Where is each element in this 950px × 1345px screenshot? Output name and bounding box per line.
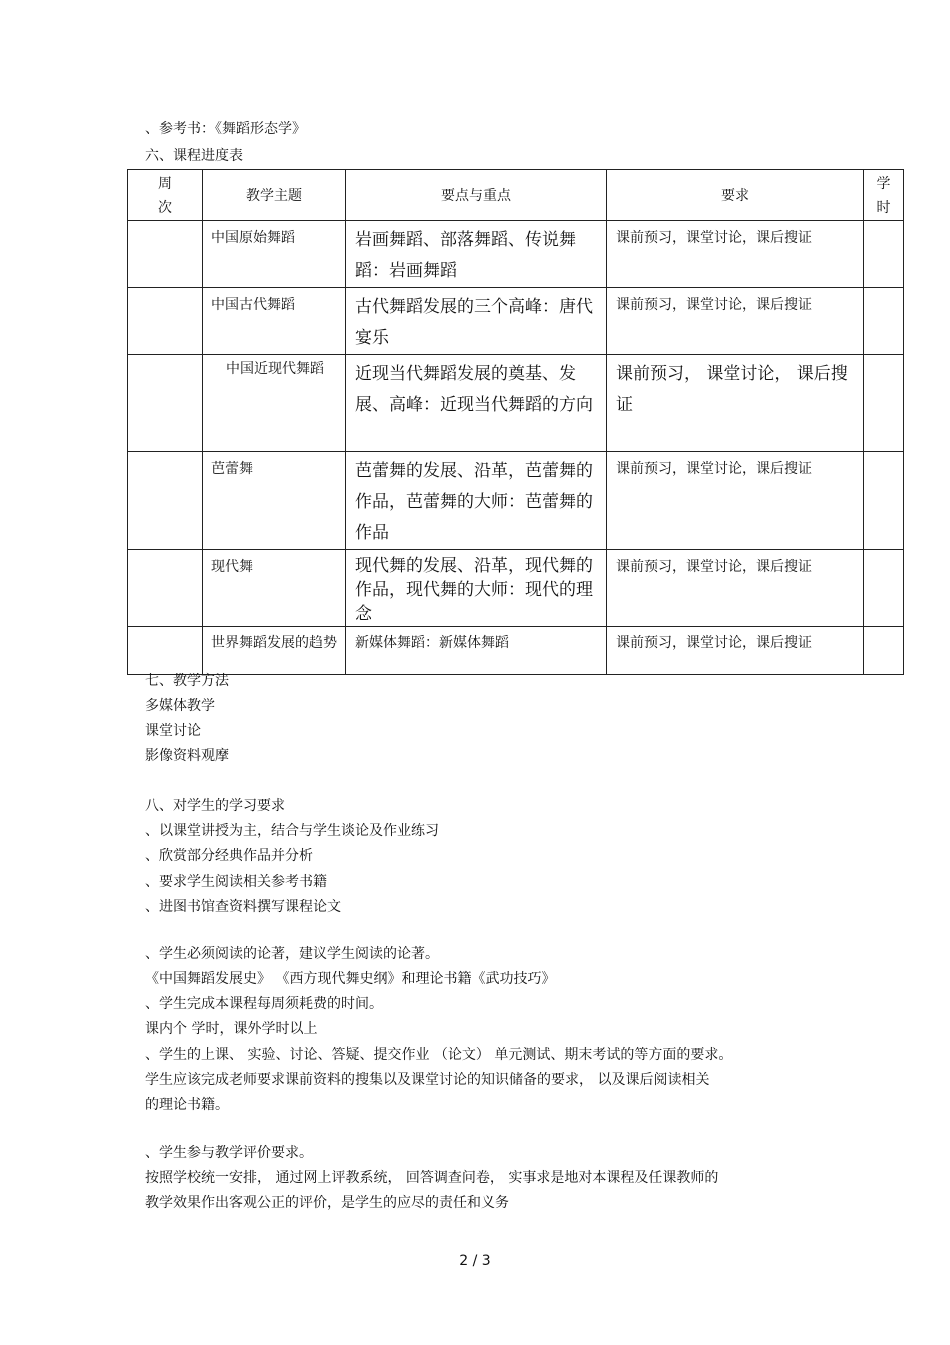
key-points-cell: 现代舞的发展、沿革，现代舞的作品，现代舞的大师：现代的理念 (346, 550, 607, 627)
week-cell (128, 288, 203, 355)
time-intro: 、学生完成本课程每周须耗费的时间。 (145, 996, 383, 1012)
week-cell (128, 550, 203, 627)
header-requirements: 要求 (607, 170, 864, 221)
table-header-row (128, 170, 904, 221)
table-row (128, 221, 904, 288)
hours-cell (864, 452, 904, 550)
time-detail: 课内个 学时，课外学时以上 (145, 1021, 318, 1037)
topic-cell: 芭蕾舞 (203, 452, 346, 550)
evaluation-detail: 按照学校统一安排， 通过网上评教系统， 回答调查问卷， 实事求是地对本课程及任课教师的 (145, 1170, 719, 1186)
activities-detail: 的理论书籍。 (145, 1097, 229, 1113)
method-item: 影像资料观摩 (145, 748, 229, 764)
requirements-cell: 课前预习，课堂讨论，课后搜证 (607, 221, 864, 288)
week-cell (128, 221, 203, 288)
method-item: 课堂讨论 (145, 723, 201, 739)
section-8-title: 八、对学生的学习要求 (145, 798, 285, 814)
course-schedule-table (127, 169, 904, 675)
requirements-cell: 课前预习，课堂讨论，课后搜证 (607, 550, 864, 627)
evaluation-intro: 、学生参与教学评价要求。 (145, 1145, 313, 1161)
topic-cell: 中国原始舞蹈 (203, 221, 346, 288)
header-topic: 教学主题 (203, 170, 346, 221)
week-cell (128, 627, 203, 675)
requirements-cell: 课前预习， 课堂讨论， 课后搜证 (607, 355, 864, 452)
section-7-title: 七、教学方法 (145, 673, 229, 689)
requirements-cell: 课前预习，课堂讨论，课后搜证 (607, 288, 864, 355)
key-points-cell: 近现当代舞蹈发展的奠基、发展、高峰：近现当代舞蹈的方向 (346, 355, 607, 452)
section-6-title: 六、课程进度表 (145, 148, 243, 164)
header-key-points: 要点与重点 (346, 170, 607, 221)
key-points-cell: 芭蕾舞的发展、沿革，芭蕾舞的作品，芭蕾舞的大师：芭蕾舞的作品 (346, 452, 607, 550)
requirement-item: 、进图书馆查资料撰写课程论文 (145, 899, 341, 915)
hours-cell (864, 627, 904, 675)
week-cell (128, 355, 203, 452)
hours-cell (864, 550, 904, 627)
table-row (128, 627, 904, 675)
activities-detail: 学生应该完成老师要求课前资料的搜集以及课堂讨论的知识储备的要求， 以及课后阅读相关 (145, 1072, 710, 1088)
table-row (128, 355, 904, 452)
requirement-item: 、要求学生阅读相关参考书籍 (145, 874, 327, 890)
key-points-cell: 岩画舞蹈、部落舞蹈、传说舞蹈：岩画舞蹈 (346, 221, 607, 288)
requirement-item: 、以课堂讲授为主，结合与学生谈论及作业练习 (145, 823, 439, 839)
week-cell (128, 452, 203, 550)
header-hours: 学时 (864, 170, 904, 221)
key-points-cell: 新媒体舞蹈：新媒体舞蹈 (346, 627, 607, 675)
reference-book-line: 、参考书：《舞蹈形态学》 (145, 121, 306, 137)
topic-cell: 现代舞 (203, 550, 346, 627)
header-week: 周次 (128, 170, 203, 221)
requirements-cell: 课前预习，课堂讨论，课后搜证 (607, 452, 864, 550)
key-points-cell: 古代舞蹈发展的三个高峰：唐代宴乐 (346, 288, 607, 355)
method-item: 多媒体教学 (145, 698, 215, 714)
requirement-item: 、欣赏部分经典作品并分析 (145, 848, 313, 864)
hours-cell (864, 355, 904, 452)
topic-cell: 中国古代舞蹈 (203, 288, 346, 355)
evaluation-detail: 教学效果作出客观公正的评价，是学生的应尽的责任和义务 (145, 1195, 509, 1211)
requirements-cell: 课前预习，课堂讨论，课后搜证 (607, 627, 864, 675)
topic-cell: 中国近现代舞蹈 (203, 355, 346, 452)
table-row (128, 452, 904, 550)
hours-cell (864, 288, 904, 355)
page-number: 2 / 3 (459, 1253, 491, 1269)
reading-list: 《中国舞蹈发展史》 《西方现代舞史纲》和理论书籍《武功技巧》 (145, 971, 556, 987)
table-row (128, 288, 904, 355)
reading-intro: 、学生必须阅读的论著，建议学生阅读的论著。 (145, 946, 439, 962)
hours-cell (864, 221, 904, 288)
topic-cell: 世界舞蹈发展的趋势 (203, 627, 346, 675)
table-row (128, 550, 904, 627)
activities-intro: 、学生的上课、 实验、讨论、答疑、提交作业 （论文） 单元测试、期末考试的等方面的要求。 (145, 1047, 733, 1063)
